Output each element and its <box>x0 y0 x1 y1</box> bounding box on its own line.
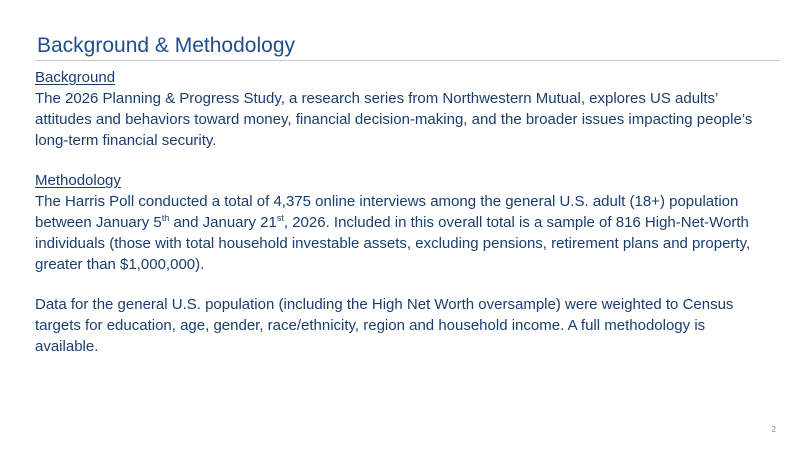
methodology-text-part-2: and January 21 <box>169 214 277 231</box>
ordinal-suffix-th: th <box>161 213 170 223</box>
methodology-paragraph-1 <box>35 191 765 275</box>
methodology-heading: Methodology <box>35 172 121 189</box>
section-spacer <box>35 151 765 170</box>
background-heading: Background <box>35 69 116 86</box>
page-number: 2 <box>771 425 776 434</box>
paragraph-spacer <box>35 275 765 294</box>
methodology-text-part-3: , 2026. Included in this overall total is a sample of 816 High-Net-Worth individuals (those with total household investable assets, excluding pensions, retirement plans and property, greater than $1,000,000). <box>35 214 751 273</box>
methodology-text-part-1: The Harris Poll conducted a total of 4,375 online interviews among the general U.S. adult (18+) population between January 5 <box>35 193 739 231</box>
ordinal-suffix-st: st <box>276 213 284 223</box>
background-paragraph: The 2026 Planning & Progress Study, a research series from Northwestern Mutual, explores US adults’ attitudes and behaviors toward money, financial decision-making, and the broader issues impacting people’s long-term financial security. <box>35 90 753 149</box>
methodology-paragraph-2: Data for the general U.S. population (including the High Net Worth oversample) were weighted to Census targets for education, age, gender, race/ethnicity, region and household income. A full methodology is available. <box>35 296 734 355</box>
title-divider <box>35 60 780 61</box>
slide-body <box>35 67 765 357</box>
slide-title: Background & Methodology <box>37 34 295 57</box>
